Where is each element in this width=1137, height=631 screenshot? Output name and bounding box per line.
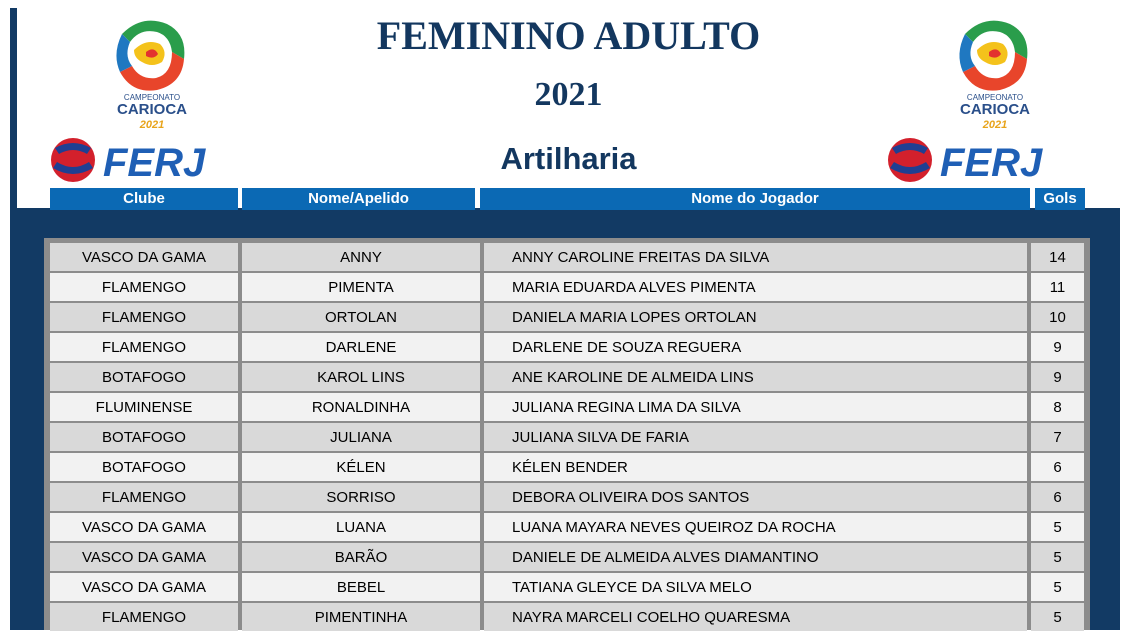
svg-text:2021: 2021 [139, 119, 165, 131]
svg-text:CARIOCA: CARIOCA [117, 101, 187, 118]
cell-nome: DANIELE DE ALMEIDA ALVES DIAMANTINO [484, 543, 1027, 571]
column-header-gols: Gols [1035, 188, 1085, 210]
cell-gols: 10 [1031, 303, 1084, 331]
table-row [50, 243, 1084, 271]
svg-text:2021: 2021 [982, 119, 1008, 131]
cell-gols: 5 [1031, 573, 1084, 601]
table-row [50, 333, 1084, 361]
cell-clube: FLAMENGO [50, 483, 238, 511]
cell-clube: BOTAFOGO [50, 363, 238, 391]
ferj-logo-left [43, 132, 253, 188]
cell-apelido: ANNY [242, 243, 480, 271]
cell-gols: 11 [1031, 273, 1084, 301]
table-row [50, 543, 1084, 571]
ferj-logo-right [880, 132, 1090, 188]
cell-nome: JULIANA REGINA LIMA DA SILVA [484, 393, 1027, 421]
cell-gols: 9 [1031, 363, 1084, 391]
table-row [50, 513, 1084, 541]
cell-clube: BOTAFOGO [50, 453, 238, 481]
cell-clube: FLAMENGO [50, 603, 238, 631]
campeonato-carioca-logo-left [92, 14, 212, 132]
svg-text:FERJ: FERJ [940, 141, 1043, 185]
column-header-apelido: Nome/Apelido [242, 188, 475, 210]
cell-nome: DEBORA OLIVEIRA DOS SANTOS [484, 483, 1027, 511]
table-row [50, 393, 1084, 421]
cell-clube: FLAMENGO [50, 273, 238, 301]
table-row [50, 453, 1084, 481]
table-row [50, 483, 1084, 511]
cell-apelido: KAROL LINS [242, 363, 480, 391]
cell-apelido: LUANA [242, 513, 480, 541]
cell-apelido: DARLENE [242, 333, 480, 361]
cell-nome: DANIELA MARIA LOPES ORTOLAN [484, 303, 1027, 331]
svg-text:CAMPEONATO: CAMPEONATO [966, 93, 1024, 102]
svg-text:CAMPEONATO: CAMPEONATO [123, 93, 181, 102]
page-title: FEMININO ADULTO [376, 13, 761, 58]
page-subtitle: Artilharia [500, 141, 637, 176]
page-year: 2021 [534, 76, 603, 113]
column-header-nome: Nome do Jogador [480, 188, 1030, 210]
cell-clube: VASCO DA GAMA [50, 513, 238, 541]
cell-apelido: RONALDINHA [242, 393, 480, 421]
cell-apelido: KÉLEN [242, 453, 480, 481]
cell-clube: FLAMENGO [50, 303, 238, 331]
table-row [50, 363, 1084, 391]
cell-apelido: PIMENTINHA [242, 603, 480, 631]
cell-nome: ANNY CAROLINE FREITAS DA SILVA [484, 243, 1027, 271]
cell-nome: LUANA MAYARA NEVES QUEIROZ DA ROCHA [484, 513, 1027, 541]
svg-text:CARIOCA: CARIOCA [960, 101, 1030, 118]
cell-gols: 5 [1031, 603, 1084, 631]
svg-text:FERJ: FERJ [103, 141, 206, 185]
cell-nome: MARIA EDUARDA ALVES PIMENTA [484, 273, 1027, 301]
cell-apelido: JULIANA [242, 423, 480, 451]
campeonato-carioca-logo-right [935, 14, 1055, 132]
cell-nome: JULIANA SILVA DE FARIA [484, 423, 1027, 451]
cell-gols: 6 [1031, 453, 1084, 481]
cell-nome: ANE KAROLINE DE ALMEIDA LINS [484, 363, 1027, 391]
cell-apelido: ORTOLAN [242, 303, 480, 331]
cell-clube: FLAMENGO [50, 333, 238, 361]
cell-gols: 5 [1031, 543, 1084, 571]
cell-nome: KÉLEN BENDER [484, 453, 1027, 481]
cell-gols: 8 [1031, 393, 1084, 421]
cell-clube: VASCO DA GAMA [50, 543, 238, 571]
cell-apelido: SORRISO [242, 483, 480, 511]
cell-nome: NAYRA MARCELI COELHO QUARESMA [484, 603, 1027, 631]
cell-nome: TATIANA GLEYCE DA SILVA MELO [484, 573, 1027, 601]
cell-gols: 5 [1031, 513, 1084, 541]
cell-apelido: PIMENTA [242, 273, 480, 301]
column-header-clube: Clube [50, 188, 238, 210]
table-row [50, 573, 1084, 601]
cell-gols: 6 [1031, 483, 1084, 511]
cell-gols: 7 [1031, 423, 1084, 451]
cell-clube: FLUMINENSE [50, 393, 238, 421]
cell-gols: 14 [1031, 243, 1084, 271]
cell-clube: BOTAFOGO [50, 423, 238, 451]
cell-clube: VASCO DA GAMA [50, 573, 238, 601]
cell-clube: VASCO DA GAMA [50, 243, 238, 271]
table-row [50, 603, 1084, 631]
cell-nome: DARLENE DE SOUZA REGUERA [484, 333, 1027, 361]
table-row [50, 303, 1084, 331]
table-row [50, 423, 1084, 451]
cell-apelido: BARÃO [242, 543, 480, 571]
cell-apelido: BEBEL [242, 573, 480, 601]
table-row [50, 273, 1084, 301]
cell-gols: 9 [1031, 333, 1084, 361]
